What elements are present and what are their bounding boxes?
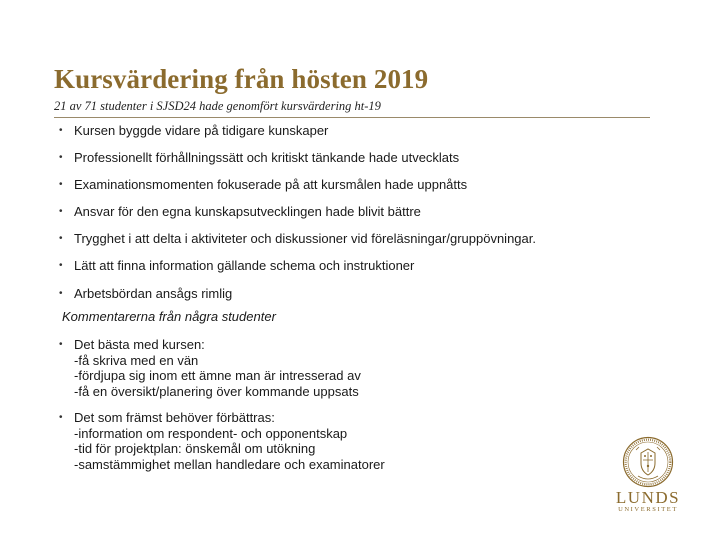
summary-bullet: • Ansvar för den egna kunskapsutvecklingen hade blivit bättre — [56, 204, 656, 220]
logo-wordmark: LUNDS — [615, 488, 681, 507]
comment-line: -tid för projektplan: önskemål om utökning — [74, 441, 316, 457]
summary-bullet: • Lätt att finna information gällande schema och instruktioner — [56, 258, 656, 274]
comment-line: -information om respondent- och opponentskap — [74, 425, 348, 441]
university-logo — [608, 436, 688, 520]
logo-subtitle: UNIVERSITET — [618, 506, 678, 513]
comments-heading: Kommentarerna från några studenter — [62, 308, 276, 324]
comment-item — [56, 410, 656, 472]
summary-bullet: • Examinationsmomenten fokuserade på att kursmålen hade uppnåtts — [56, 177, 656, 193]
comment-line: -fördjupa sig inom ett ämne man är intresserad av — [74, 368, 361, 384]
comments-list — [56, 337, 656, 472]
comment-line: • Det som främst behöver förbättras: — [74, 410, 275, 426]
summary-bullet: • Kursen byggde vidare på tidigare kunskaper — [56, 123, 656, 139]
comment-line: -få skriva med en vän — [74, 352, 199, 368]
comment-line: -få en översikt/planering över kommande uppsats — [74, 383, 359, 399]
summary-bullet: • Professionellt förhållningssätt och kritiskt tänkande hade utvecklats — [56, 150, 656, 166]
slide-subtitle: 21 av 71 studenter i SJSD24 hade genomfört kursvärdering ht-19 — [54, 99, 381, 113]
comment-item — [56, 337, 656, 399]
slide-content — [56, 123, 656, 483]
title-divider — [54, 117, 650, 118]
summary-bullet: • Trygghet i att delta i aktiviteter och diskussioner vid föreläsningar/gruppövningar. — [56, 231, 656, 247]
university-seal-icon — [622, 436, 674, 488]
summary-bullet: • Arbetsbördan ansågs rimlig — [56, 286, 656, 302]
comment-line: -samstämmighet mellan handledare och examinatorer — [74, 456, 385, 472]
comment-line: • Det bästa med kursen: — [74, 337, 205, 353]
summary-bullet-list — [56, 123, 656, 301]
slide-title: Kursvärdering från hösten 2019 — [54, 64, 429, 94]
